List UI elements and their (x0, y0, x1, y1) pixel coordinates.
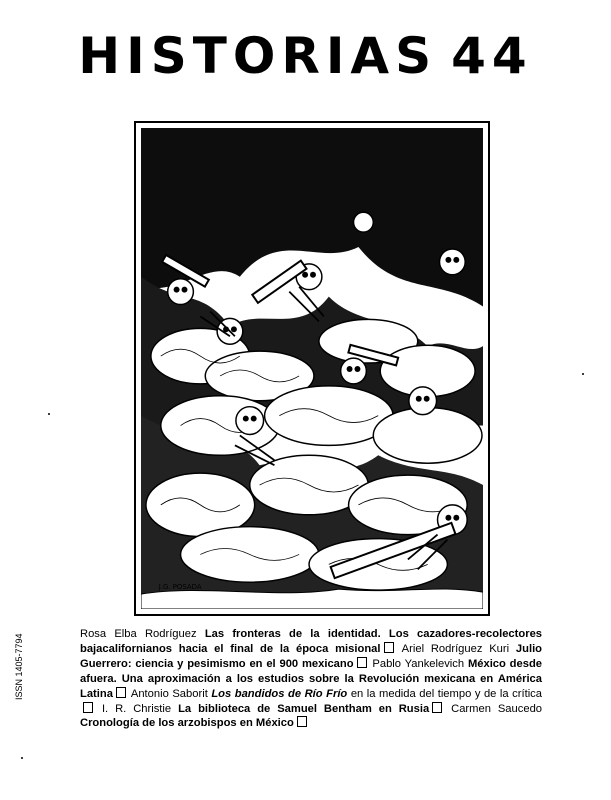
toc-title: La biblioteca de Samuel Bentham en Rusia (178, 702, 430, 715)
toc-title: en la medida del tiempo y de la crítica (350, 687, 542, 700)
toc-title: Las fronteras de la identidad. Los cazadores-recolectores bajacalifornianos hacia el final de la época misional (80, 628, 543, 655)
separator-icon (384, 642, 394, 653)
speck (21, 757, 23, 759)
toc-author: Rosa Elba Rodríguez (80, 628, 197, 640)
toc-title: Julio Guerrero: ciencia y pesimismo en el 900 mexicano (80, 642, 543, 670)
magazine-masthead (0, 26, 611, 86)
table-of-contents (80, 627, 542, 731)
toc-title-italic: Los bandidos de Río Frío (211, 687, 348, 700)
separator-icon (83, 702, 93, 713)
toc-title: México desde afuera. Una aproximación a los estudios sobre la Revolución mexicana en América Latina (80, 657, 543, 700)
separator-icon (357, 657, 367, 668)
cover-illustration-frame (134, 121, 490, 616)
issn-number: ISSN 1405-7794 (14, 633, 24, 700)
speck (582, 373, 584, 375)
magazine-name: HISTORIAS (78, 27, 438, 85)
toc-author: I. R. Christie (101, 702, 172, 715)
separator-icon (297, 716, 307, 727)
illustration-signature: J.G. POSADA (158, 583, 202, 592)
toc-title: Cronología de los arzobispos en México (80, 717, 294, 730)
separator-icon (116, 687, 126, 698)
toc-author: Antonio Saborit (130, 687, 208, 700)
issue-number: 44 (451, 27, 533, 85)
speck (48, 413, 50, 415)
separator-icon (432, 702, 442, 713)
toc-author: Pablo Yankelevich (372, 657, 465, 670)
toc-author: Ariel Rodríguez Kuri (401, 642, 510, 655)
skeletons-illustration-icon (141, 128, 483, 609)
toc-author: Carmen Saucedo (451, 702, 543, 715)
